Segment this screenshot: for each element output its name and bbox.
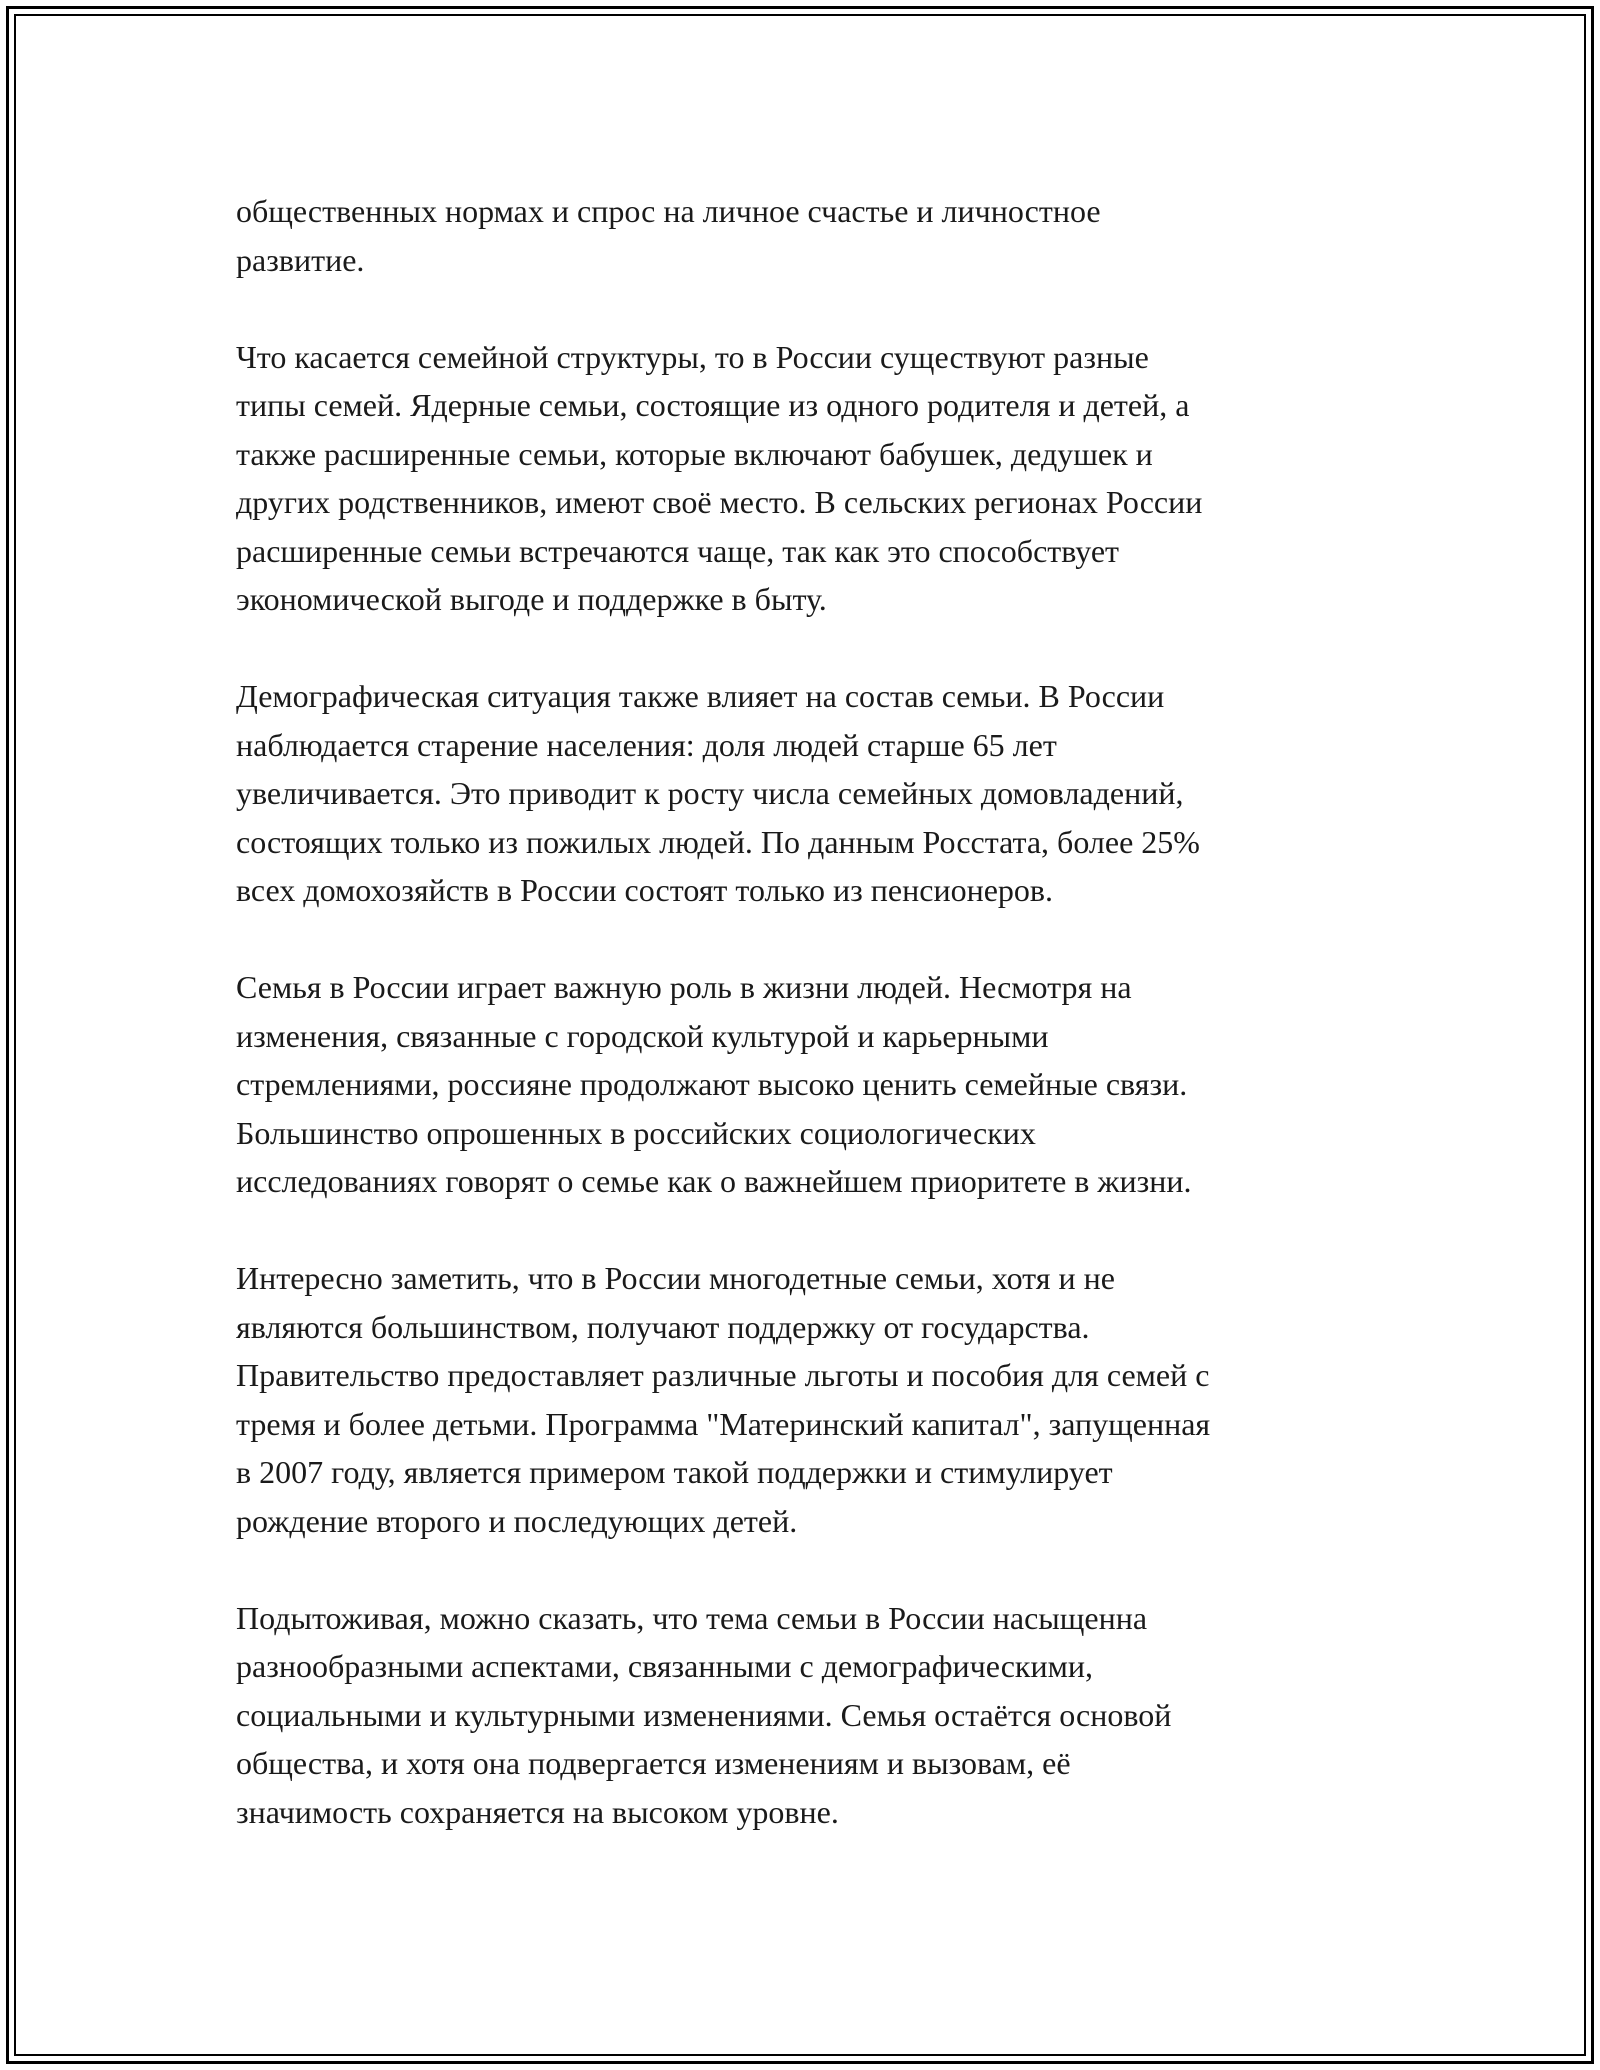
text-line: всех домохозяйств в России состоят только из пенсионеров. — [236, 872, 1054, 908]
text-line: исследованиях говорят о семье как о важнейшем приоритете в жизни. — [236, 1163, 1192, 1199]
text-line: общества, и хотя она подвергается изменениям и вызовам, её — [236, 1745, 1071, 1781]
text-line: наблюдается старение населения: доля людей старше 65 лет — [236, 726, 1057, 763]
text-line: рождение второго и последующих детей. — [236, 1502, 798, 1539]
paragraph — [236, 333, 1376, 624]
text-line: Демографическая ситуация также влияет на состав семьи. В России — [236, 678, 1165, 714]
text-line: также расширенные семьи, которые включают бабушек, дедушек и — [236, 435, 1153, 472]
text-line: расширенные семьи встречаются чаще, так как это способствует — [236, 532, 1120, 569]
text-line: общественных нормах и спрос на личное счастье и личностное — [236, 193, 1101, 229]
text-line: Большинство опрошенных в российских социологических — [236, 1114, 1036, 1151]
document-body — [236, 187, 1376, 1885]
text-line: Интересно заметить, что в России многодетные семьи, хотя и не — [236, 1260, 1115, 1296]
text-line: Правительство предоставляет различные льготы и пособия для семей с — [236, 1357, 1210, 1393]
text-line: увеличивается. Это приводит к росту числа семейных домовладений, — [236, 775, 1184, 811]
paragraph — [236, 1594, 1376, 1837]
text-line: стремлениями, россияне продолжают высоко ценить семейные связи. — [236, 1066, 1188, 1102]
text-line: изменения, связанные с городской культурой и карьерными — [236, 1017, 1049, 1054]
text-line: Семья в России играет важную роль в жизни людей. Несмотря на — [236, 969, 1132, 1005]
text-line: разнообразными аспектами, связанными с демографическими, — [236, 1648, 1093, 1684]
paragraph — [236, 1254, 1376, 1545]
text-line: экономической выгоде и поддержке в быту. — [236, 581, 827, 617]
text-line: являются большинством, получают поддержку от государства. — [236, 1308, 1090, 1345]
text-line: Подытоживая, можно сказать, что тема семьи в России насыщенна — [236, 1599, 1148, 1636]
paragraph — [236, 963, 1376, 1206]
text-line: тремя и более детьми. Программа "Материнский капитал", запущенная — [236, 1405, 1211, 1442]
paragraph — [236, 672, 1376, 915]
text-line: значимость сохраняется на высоком уровне. — [236, 1793, 839, 1830]
text-line: развитие. — [236, 241, 365, 278]
text-line: других родственников, имеют своё место. В сельских регионах России — [236, 484, 1203, 520]
paragraph — [236, 187, 1376, 284]
text-line: в 2007 году, является примером такой поддержки и стимулирует — [236, 1454, 1113, 1490]
text-line: Что касается семейной структуры, то в России существуют разные — [236, 338, 1149, 375]
text-line: социальными и культурными изменениями. Семья остаётся основой — [236, 1696, 1172, 1733]
text-line: типы семей. Ядерные семьи, состоящие из одного родителя и детей, а — [236, 387, 1190, 423]
text-line: состоящих только из пожилых людей. По данным Росстата, более 25% — [236, 823, 1200, 860]
